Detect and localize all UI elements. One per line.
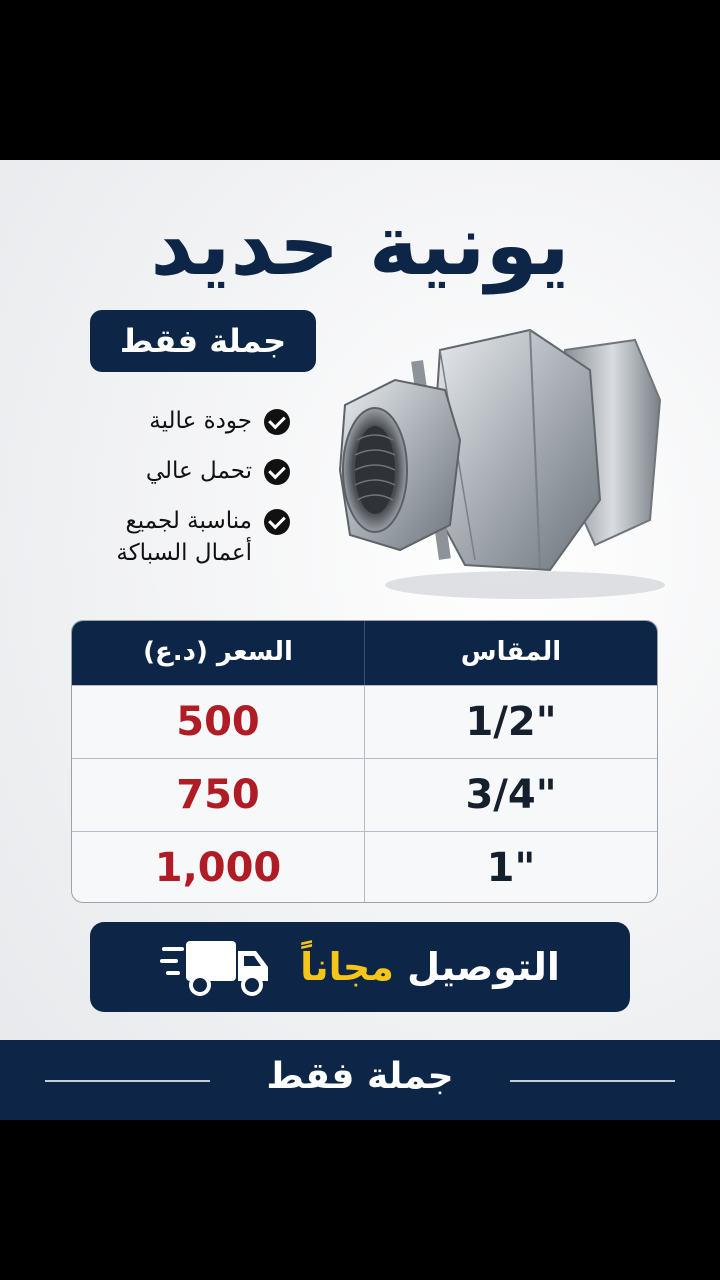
feature-list bbox=[70, 405, 290, 587]
price-table-header bbox=[72, 621, 657, 685]
feature-text: جودة عالية bbox=[149, 408, 252, 434]
feature-item bbox=[70, 405, 290, 437]
check-circle-icon bbox=[264, 409, 290, 435]
footer-bar bbox=[0, 1040, 720, 1120]
table-row bbox=[72, 831, 657, 903]
footer-text: جملة فقط bbox=[266, 1056, 454, 1097]
delivery-label: التوصيل bbox=[407, 945, 560, 989]
feature-item bbox=[70, 505, 290, 569]
header-price: السعر (د.ع) bbox=[143, 637, 293, 667]
feature-text: مناسبة لجميع أعمال السباكة bbox=[116, 508, 252, 566]
check-circle-icon bbox=[264, 509, 290, 535]
price-cell: 750 bbox=[176, 772, 260, 818]
header-size: المقاس bbox=[364, 621, 657, 685]
delivery-truck-icon bbox=[160, 935, 272, 999]
size-cell: 1" bbox=[364, 832, 657, 903]
price-table bbox=[71, 620, 658, 903]
free-delivery-banner bbox=[90, 922, 630, 1012]
delivery-free-label: مجاناً bbox=[300, 945, 394, 989]
pipe-union-fitting-image bbox=[335, 310, 675, 610]
price-cell: 500 bbox=[176, 699, 260, 745]
delivery-text bbox=[300, 945, 560, 989]
wholesale-badge: جملة فقط bbox=[90, 310, 316, 372]
product-poster bbox=[0, 160, 720, 1120]
check-circle-icon bbox=[264, 459, 290, 485]
table-row bbox=[72, 685, 657, 758]
table-row bbox=[72, 758, 657, 831]
size-cell: 1/2" bbox=[364, 686, 657, 758]
feature-text: تحمل عالي bbox=[145, 458, 252, 484]
size-cell: 3/4" bbox=[364, 759, 657, 831]
feature-item bbox=[70, 455, 290, 487]
price-cell: 1,000 bbox=[154, 845, 282, 891]
poster-title: يونية حديد bbox=[150, 196, 570, 294]
